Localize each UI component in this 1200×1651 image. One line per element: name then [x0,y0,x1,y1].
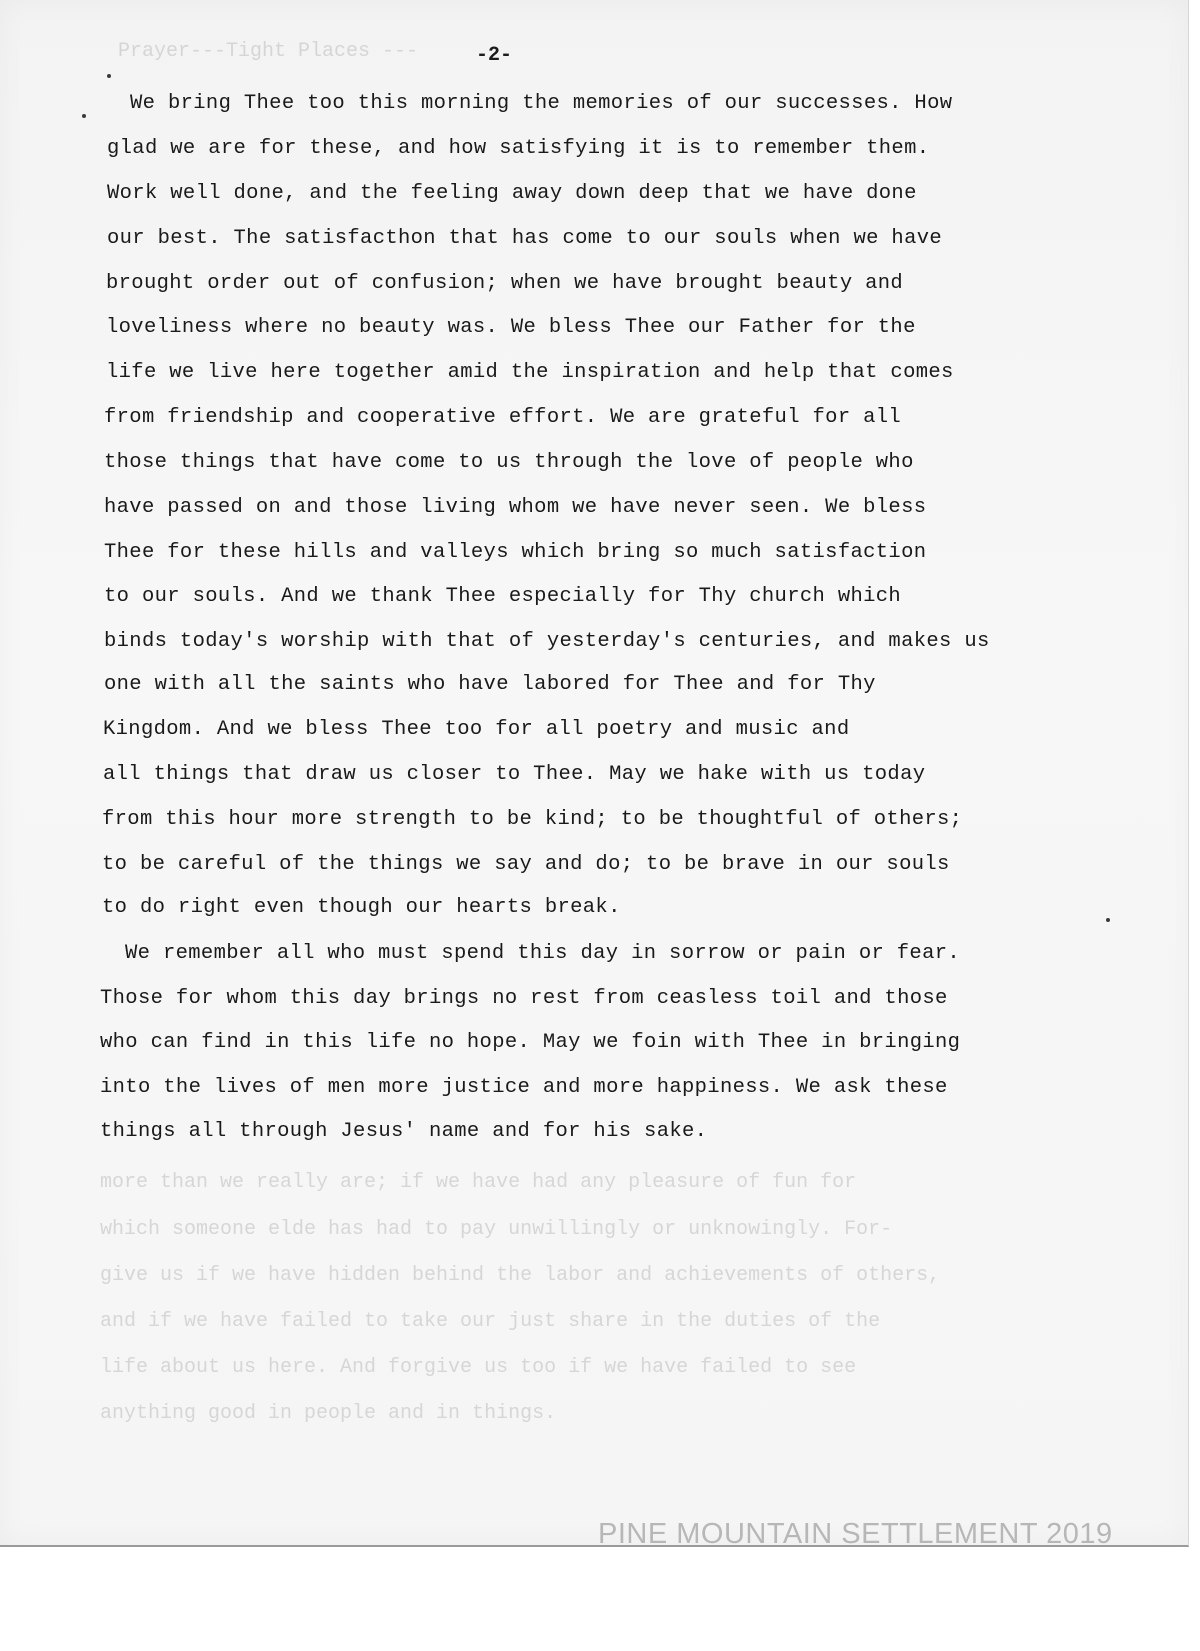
prayer-line: Those for whom this day brings no rest from ceasless toil and those [100,987,948,1010]
prayer-line: Work well done, and the feeling away down deep that we have done [107,182,917,205]
bleed-through-line: and if we have failed to take our just share in the duties of the [100,1310,881,1333]
prayer-line: to our souls. And we thank Thee especially for Thy church which [104,585,902,608]
prayer-line: who can find in this life no hope. May we foin with Thee in bringing [100,1031,961,1054]
prayer-line: all things that draw us closer to Thee. May we hake with us today [103,763,926,786]
prayer-line: Kingdom. And we bless Thee too for all poetry and music and [103,718,850,741]
prayer-line: those things that have come to us through the love of people who [104,451,914,474]
prayer-line: one with all the saints who have labored for Thee and for Thy [104,673,876,696]
prayer-line: We remember all who must spend this day in sorrow or pain or fear. [125,942,961,965]
bleed-through-line: life about us here. And forgive us too if we have failed to see [100,1356,857,1379]
prayer-line: loveliness where no beauty was. We bless Thee our Father for the [106,316,916,339]
prayer-line: Thee for these hills and valleys which bring so much satisfaction [104,541,927,564]
bleed-through-line: which someone elde has had to pay unwillingly or unknowingly. For- [100,1218,893,1241]
stray-mark [1106,918,1110,922]
bleed-through-line: anything good in people and in things. [100,1402,557,1425]
prayer-line: from friendship and cooperative effort. We are grateful for all [104,406,902,429]
prayer-line: to do right even though our hearts break. [102,896,621,919]
prayer-line: our best. The satisfacthon that has come to our souls when we have [107,227,943,250]
prayer-line: brought order out of confusion; when we have brought beauty and [106,272,904,295]
bleed-through-header: Prayer---Tight Places --- [118,40,419,63]
prayer-line: glad we are for these, and how satisfying it is to remember them. [107,137,930,160]
prayer-line: into the lives of men more justice and more happiness. We ask these [100,1076,948,1099]
page-number: -2- [476,44,513,67]
stray-mark [82,114,86,118]
prayer-line: binds today's worship with that of yesterday's centuries, and makes us [104,630,990,653]
prayer-line: life we live here together amid the inspiration and help that comes [106,361,954,384]
archive-watermark: PINE MOUNTAIN SETTLEMENT 2019 [598,1518,1113,1550]
prayer-line: We bring Thee too this morning the memories of our successes. How [130,92,953,115]
bleed-through-line: give us if we have hidden behind the labor and achievements of others, [100,1264,941,1287]
prayer-line: from this hour more strength to be kind; to be thoughtful of others; [102,808,963,831]
prayer-line: have passed on and those living whom we have never seen. We bless [104,496,927,519]
bleed-through-line: more than we really are; if we have had any pleasure of fun for [100,1171,857,1194]
prayer-line: to be careful of the things we say and do; to be brave in our souls [102,853,950,876]
stray-mark [107,74,111,78]
prayer-line: things all through Jesus' name and for his sake. [100,1120,708,1143]
